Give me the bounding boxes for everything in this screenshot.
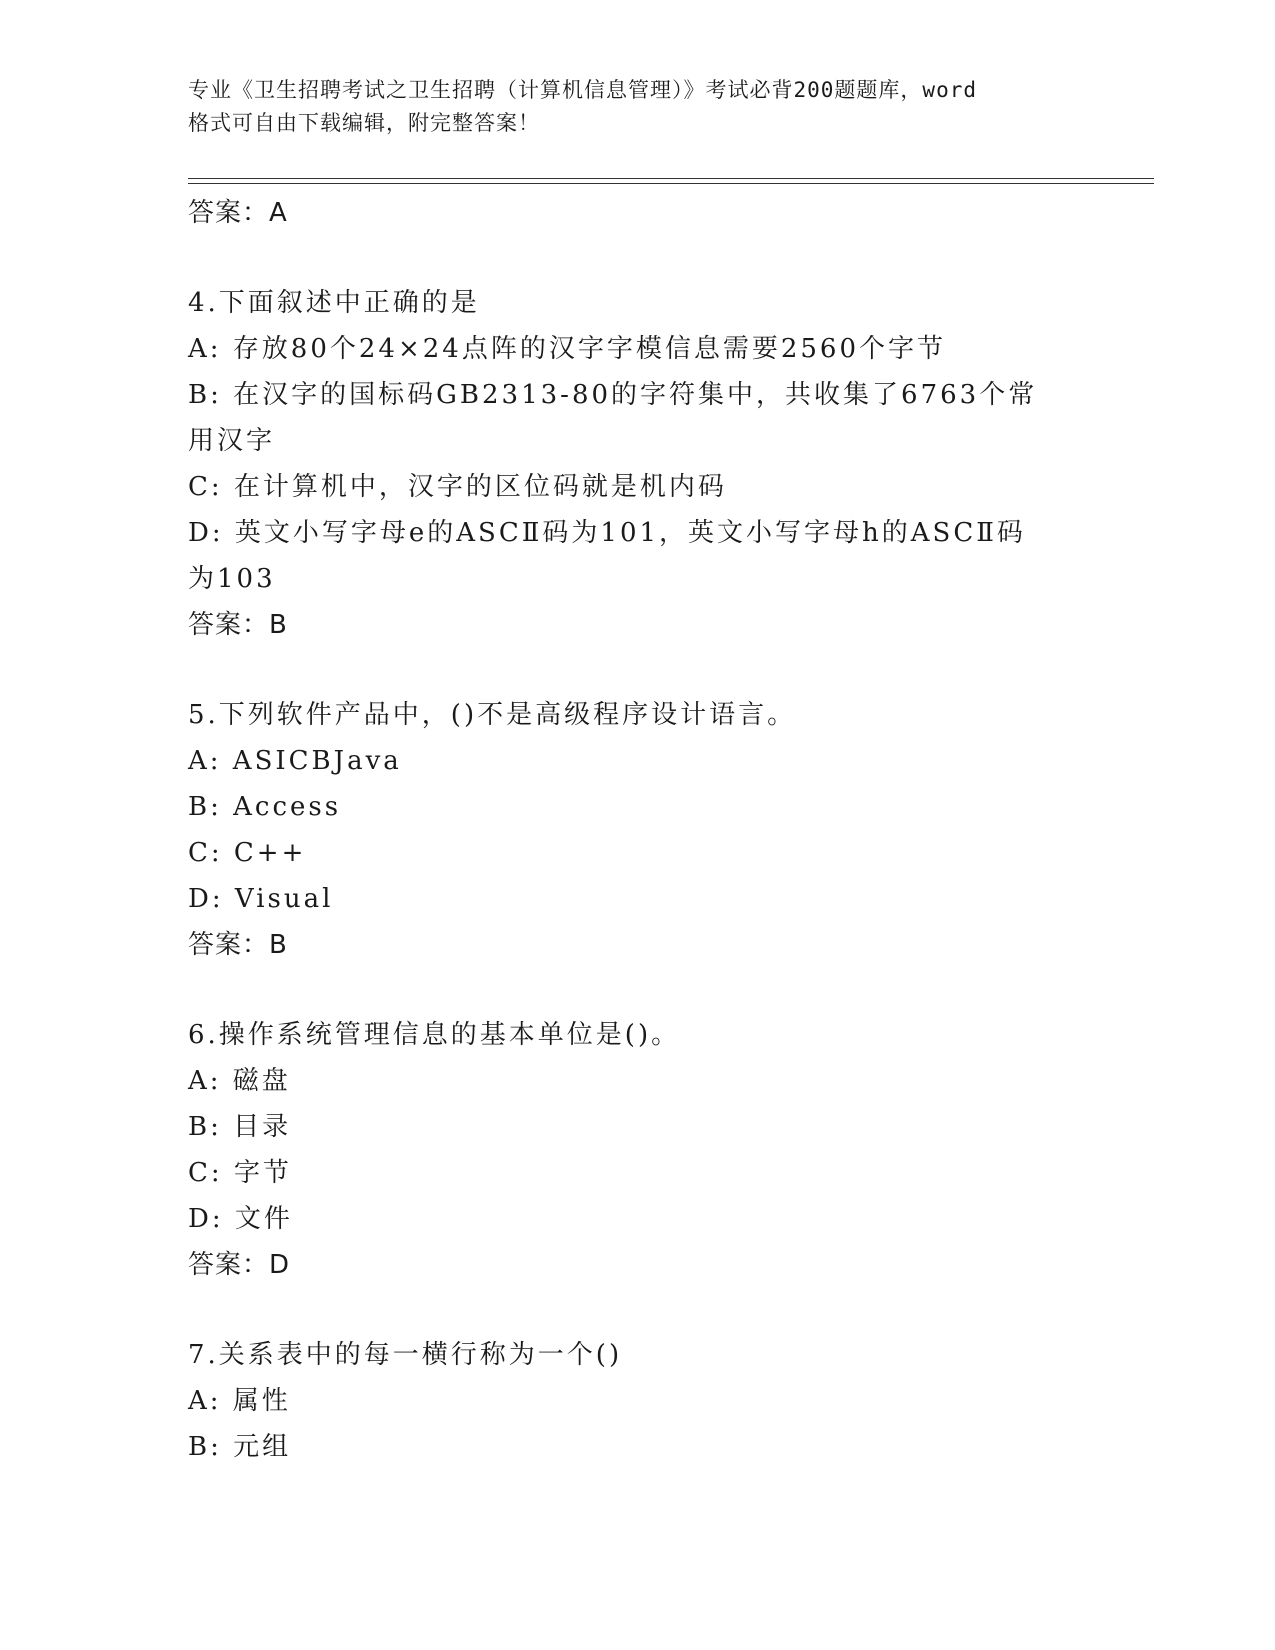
answer: 答案：D	[188, 1250, 291, 1280]
option-a: A: ASICBJava	[188, 746, 402, 776]
answer: 答案：B	[188, 930, 288, 960]
question-6	[188, 1012, 1088, 1288]
option-b: B: 元组	[188, 1432, 292, 1462]
header-divider-top	[188, 178, 1154, 179]
header-divider-bottom	[188, 183, 1154, 184]
question-list	[188, 190, 1088, 1470]
option-d: D: Visual	[188, 884, 334, 914]
question-stem: 5.下列软件产品中，()不是高级程序设计语言。	[188, 700, 797, 730]
question-stem: 4.下面叙述中正确的是	[188, 288, 480, 318]
question-stem: 6.操作系统管理信息的基本单位是()。	[188, 1020, 681, 1050]
header-title-line-1: 专业《卫生招聘考试之卫生招聘（计算机信息管理）》考试必背200题题库，word	[188, 78, 977, 102]
option-c: C: 在计算机中，汉字的区位码就是机内码	[188, 472, 727, 502]
option-c: C: C++	[188, 838, 307, 868]
previous-answer: 答案：A	[188, 198, 288, 228]
option-a: A: 磁盘	[188, 1066, 291, 1096]
header-title-line-2: 格式可自由下载编辑，附完整答案！	[188, 111, 540, 135]
answer: 答案：B	[188, 610, 288, 640]
option-b: B: Access	[188, 792, 342, 822]
option-d: D: 文件	[188, 1204, 293, 1234]
option-a: A: 属性	[188, 1386, 291, 1416]
document-header	[188, 74, 1088, 140]
option-d: D: 英文小写字母e的ASCⅡ码为101，英文小写字母h的ASCⅡ码为103	[188, 518, 1026, 594]
option-b: B: 在汉字的国标码GB2313-80的字符集中，共收集了6763个常用汉字	[188, 380, 1038, 456]
option-a: A: 存放80个24×24点阵的汉字字模信息需要2560个字节	[188, 334, 947, 364]
question-5	[188, 692, 1088, 968]
option-b: B: 目录	[188, 1112, 292, 1142]
question-stem: 7.关系表中的每一横行称为一个()	[188, 1340, 623, 1370]
question-4	[188, 280, 1088, 648]
question-7	[188, 1332, 1088, 1470]
option-c: C: 字节	[188, 1158, 292, 1188]
